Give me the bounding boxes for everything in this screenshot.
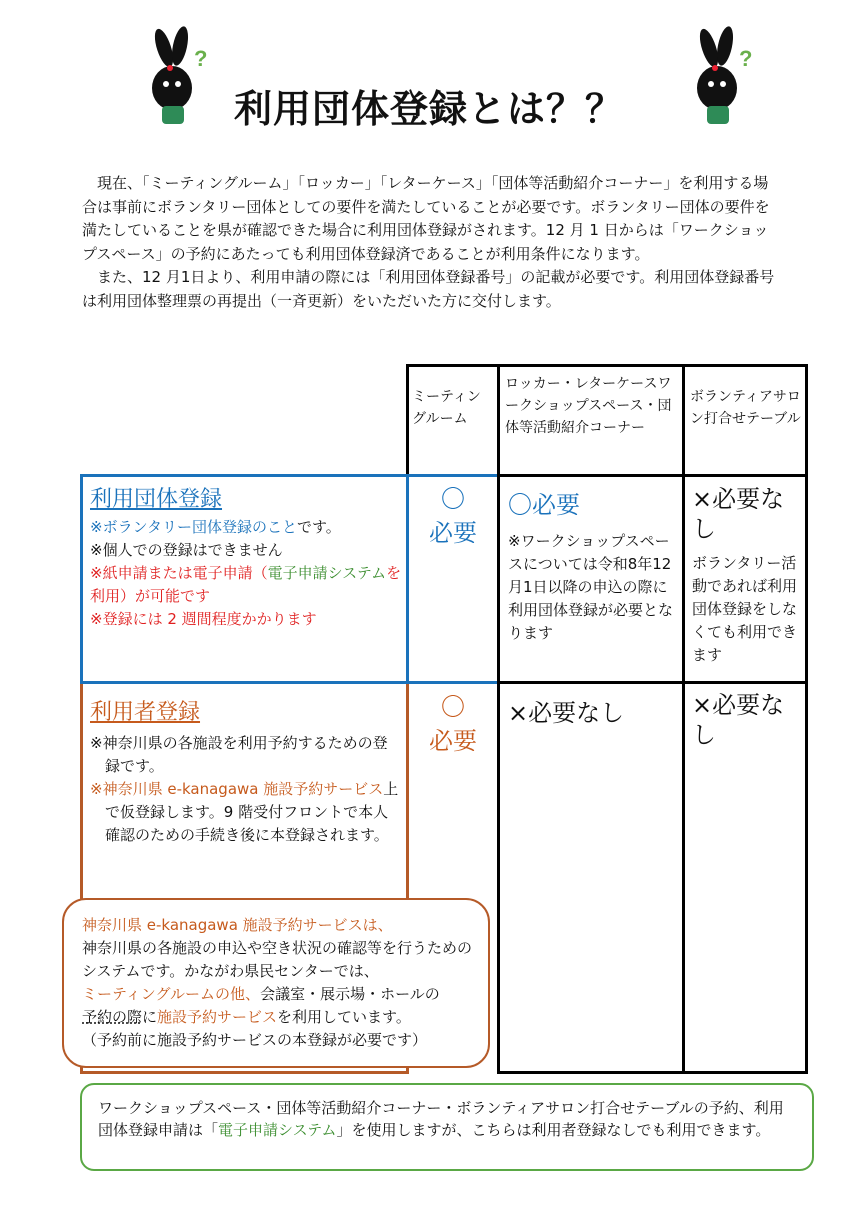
row1-bullet1-rest: です。 bbox=[296, 518, 341, 536]
intro-text bbox=[82, 172, 782, 313]
row1-bullet3-a: ※紙申請または電子申請（ bbox=[90, 564, 268, 582]
row2-bullet1: ※神奈川県の各施設を利用予約するための登録です。 bbox=[90, 734, 388, 775]
row2-volunteer-value: ×必要なし bbox=[692, 691, 785, 749]
row1-meeting-mark: 〇 bbox=[441, 485, 465, 513]
note-line5: （予約前に施設予約サービスの本登録が必要です） bbox=[82, 1031, 428, 1049]
bottom-text-a: ワークショップスペース・団体等活動紹介コーナー・ボランティアサロン打合せテーブルの予約、利用団体登録申請は「 bbox=[98, 1099, 784, 1139]
bottom-text-b: 」を使用しますが、こちらは利用者登録なしでも利用できます。 bbox=[336, 1121, 771, 1139]
row1-bullet3-green: 電子申請システム bbox=[267, 564, 387, 582]
row2-heading: 利用者登録 bbox=[90, 700, 201, 725]
svg-text:?: ? bbox=[194, 46, 208, 71]
row2-bullet2-rest: 上で仮登録します。9 階受付フロントで本人確認のための手続き後に本登録されます。 bbox=[105, 780, 399, 844]
row1-volunteer-value: ×必要なし bbox=[692, 485, 785, 543]
note-line3-orange: ミーティングルームの他、 bbox=[82, 985, 261, 1003]
row1-bullet4: ※登録には 2 週間程度かかります bbox=[90, 610, 317, 628]
note-line1: 神奈川県 e-kanagawa 施設予約サービスは、 bbox=[82, 916, 393, 934]
header-volunteer: ボランティアサロン打合せテーブル bbox=[690, 389, 801, 427]
row2-locker-value: ×必要なし bbox=[508, 699, 625, 727]
row2-description bbox=[90, 696, 402, 847]
e-kanagawa-note-box bbox=[62, 898, 490, 1068]
row1-heading: 利用団体登録 bbox=[90, 487, 223, 512]
row1-meeting-value: 必要 bbox=[429, 519, 477, 547]
note-line2: 神奈川県の各施設の申込や空き状況の確認等を行うためのシステムです。かながわ県民センターでは、 bbox=[82, 939, 473, 980]
row2-meeting-mark: 〇 bbox=[441, 693, 465, 721]
header-meeting: ミーティングルーム bbox=[412, 389, 481, 427]
note-line4-a: 予約の際 bbox=[82, 1008, 143, 1026]
note-line3-rest: 会議室・展示場・ホールの bbox=[260, 985, 440, 1003]
row1-volunteer-note: ボランタリー活動であれば利用団体登録をしなくても利用できます bbox=[692, 554, 798, 664]
note-line4-orange: 施設予約サービス bbox=[157, 1008, 278, 1026]
header-locker: ロッカー・レターケースワークショップスペース・団体等活動紹介コーナー bbox=[505, 376, 672, 436]
note-line4-b: に bbox=[142, 1008, 158, 1026]
row1-bullet1-blue: ※ボランタリー団体登録のこと bbox=[90, 518, 297, 536]
intro-paragraph-2: また、12 月1日より、利用申請の際には「利用団体登録番号」の記載が必要です。利用団体登録番号は利用団体整理票の再提出（一斉更新）をいただいた方に交付します。 bbox=[82, 268, 775, 310]
row2-bullet2-orange: ※神奈川県 e-kanagawa 施設予約サービス bbox=[90, 780, 384, 798]
row2-meeting-value: 必要 bbox=[429, 727, 477, 755]
intro-paragraph-1: 現在、「ミーティングルーム」「ロッカー」「レターケース」「団体等活動紹介コーナー」を利用する場合は事前にボランタリー団体としての要件を満たしていることが必要です。ボランタリー団体の要件を満たしていることを県が確認できた場合に利用団体登録がされます。12 月 1 日からは「ワークショップスペース」の予約にあたっても利用団体登録済であることが利用条件になります。 bbox=[82, 174, 770, 263]
row1-locker-value: 〇必要 bbox=[508, 491, 580, 519]
page-title: 利用団体登録とは？？ bbox=[233, 87, 624, 131]
row1-bullet2: ※個人での登録はできません bbox=[90, 541, 283, 559]
svg-text:?: ? bbox=[739, 46, 753, 71]
row1-locker-note: ※ワークショップスペースについては令和8年12月1日以降の申込の際に利用団体登録が必要となります bbox=[508, 532, 674, 642]
bottom-text-green: 電子申請システム bbox=[218, 1121, 337, 1139]
note-line4-c: を利用しています。 bbox=[277, 1008, 411, 1026]
row1-bullet3-b: を利用）が可能です bbox=[90, 564, 402, 605]
bottom-info-box bbox=[80, 1083, 814, 1171]
row1-description bbox=[90, 484, 402, 631]
